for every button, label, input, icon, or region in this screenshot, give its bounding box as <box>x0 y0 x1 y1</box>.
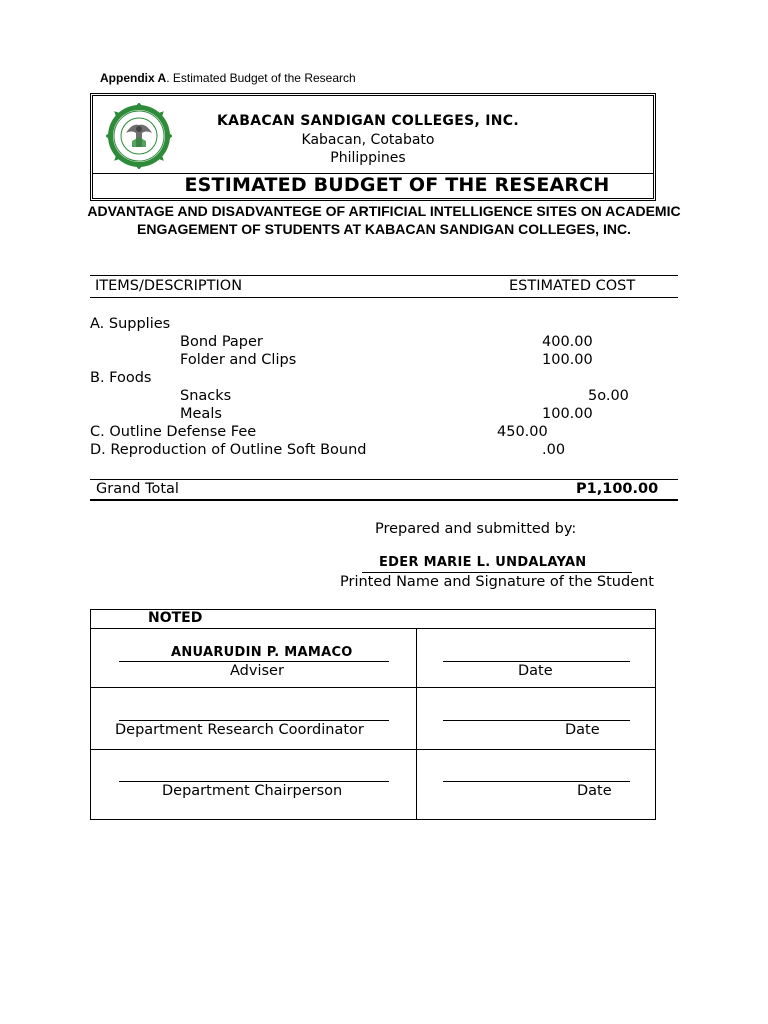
table-header-rule <box>90 297 678 298</box>
student-name: EDER MARIE L. UNDALAYAN <box>379 555 587 570</box>
coordinator-date-line <box>443 720 630 721</box>
student-signature-line <box>362 572 632 573</box>
appendix-caption <box>100 71 356 85</box>
coordinator-role: Department Research Coordinator <box>115 722 364 738</box>
cost-meals: 100.00 <box>542 406 593 422</box>
coordinator-date-label: Date <box>565 722 600 738</box>
item-snacks: Snacks <box>180 388 232 404</box>
document-title: ESTIMATED BUDGET OF THE RESEARCH <box>184 174 610 196</box>
student-caption: Printed Name and Signature of the Student <box>340 574 654 590</box>
chair-date-label: Date <box>577 783 612 799</box>
noted-row-rule-1 <box>90 687 656 688</box>
item-reproduction: D. Reproduction of Outline Soft Bound <box>90 442 367 458</box>
cost-reproduction: .00 <box>542 442 566 458</box>
adviser-date-line <box>443 661 630 662</box>
grand-total-value: P1,100.00 <box>576 481 659 497</box>
cost-bond-paper: 400.00 <box>542 334 593 350</box>
noted-row-rule-2 <box>90 749 656 750</box>
noted-column-divider <box>416 628 417 820</box>
table-top-rule <box>90 275 678 276</box>
appendix-label: Appendix A <box>100 71 167 85</box>
section-supplies: A. Supplies <box>90 316 171 332</box>
column-header-cost: ESTIMATED COST <box>509 278 636 294</box>
item-bond-paper: Bond Paper <box>180 334 263 350</box>
coordinator-signature-line <box>119 720 389 721</box>
adviser-role: Adviser <box>230 663 284 679</box>
chair-signature-line <box>119 781 389 782</box>
school-country: Philippines <box>330 150 406 166</box>
school-town: Kabacan, Cotabato <box>301 132 435 148</box>
chair-date-line <box>443 781 630 782</box>
research-title: ADVANTAGE AND DISADVANTEGE OF ARTIFICIAL INTELLIGENCE SITES ON ACADEMIC ENGAGEMENT OF STUDENTS AT KABACAN SANDIGAN COLLEGES, INC. <box>87 203 681 237</box>
section-foods: B. Foods <box>90 370 152 386</box>
school-name: KABACAN SANDIGAN COLLEGES, INC. <box>216 113 519 129</box>
column-header-items: ITEMS/DESCRIPTION <box>95 278 243 294</box>
cost-defense-fee: 450.00 <box>497 424 548 440</box>
college-seal-icon <box>106 103 172 169</box>
adviser-name: ANUARUDIN P. MAMACO <box>171 645 353 660</box>
prepared-by-label: Prepared and submitted by: <box>375 521 577 537</box>
cost-folder-clips: 100.00 <box>542 352 593 368</box>
item-defense-fee: C. Outline Defense Fee <box>90 424 257 440</box>
adviser-date-label: Date <box>518 663 553 679</box>
noted-label: NOTED <box>148 610 203 626</box>
grand-total-label: Grand Total <box>96 481 179 497</box>
cost-snacks: 5o.00 <box>588 388 629 404</box>
appendix-text: . Estimated Budget of the Research <box>166 71 356 85</box>
total-bottom-rule <box>90 499 678 501</box>
adviser-signature-line <box>119 661 389 662</box>
item-meals: Meals <box>180 406 222 422</box>
total-top-rule <box>90 479 678 480</box>
item-folder-clips: Folder and Clips <box>180 352 297 368</box>
noted-header-rule <box>90 628 656 629</box>
chair-role: Department Chairperson <box>162 783 343 799</box>
